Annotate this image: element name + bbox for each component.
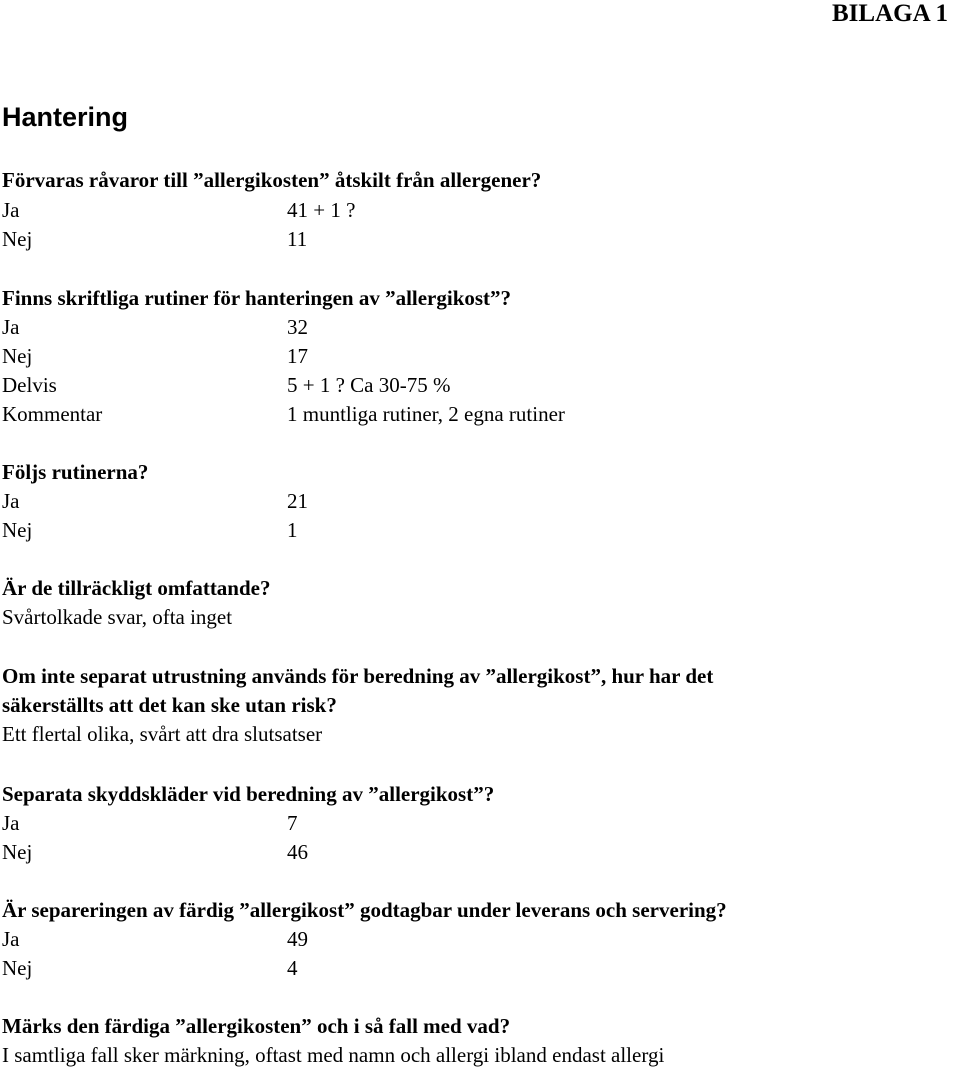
answer-value: 5 + 1 ? Ca 30-75 %: [287, 373, 451, 397]
answer-value: 4: [287, 956, 298, 980]
answer-label: Delvis: [2, 373, 57, 397]
answer-row: [2, 925, 308, 953]
answer-text: Ett flertal olika, svårt att dra slutsatser: [2, 722, 323, 746]
answer-label: Ja: [2, 315, 20, 339]
answer-value: 49: [287, 927, 308, 951]
question-written-routines: Finns skriftliga rutiner för hanteringen av ”allergikost”?: [2, 286, 512, 310]
answer-value: 1: [287, 518, 298, 542]
answer-value: 32: [287, 315, 308, 339]
answer-label: Ja: [2, 198, 20, 222]
answer-row: [2, 371, 451, 399]
answer-row: [2, 196, 356, 224]
question-raw-materials-separated: Förvaras råvaror till ”allergikosten” åtskilt från allergener?: [2, 168, 542, 192]
answer-value: 11: [287, 227, 308, 251]
answer-row: [2, 809, 298, 837]
answer-row: [2, 313, 308, 341]
answer-label: Ja: [2, 811, 20, 835]
answer-label: Nej: [2, 840, 33, 864]
answer-label: Kommentar: [2, 402, 103, 426]
answer-value: 21: [287, 489, 308, 513]
answer-value: 17: [287, 344, 308, 368]
question-separate-equipment-line2: säkerställts att det kan ske utan risk?: [2, 693, 337, 717]
answer-text: I samtliga fall sker märkning, oftast med namn och allergi ibland endast allergi: [2, 1043, 665, 1067]
answer-row: [2, 516, 298, 544]
appendix-label: BILAGA 1: [831, 0, 948, 27]
answer-text: Svårtolkade svar, ofta inget: [2, 605, 233, 629]
answer-label: Nej: [2, 518, 33, 542]
answer-label: Ja: [2, 489, 20, 513]
answer-label: Nej: [2, 956, 33, 980]
answer-value: 46: [287, 840, 308, 864]
question-sufficiently-comprehensive: Är de tillräckligt omfattande?: [2, 576, 271, 600]
section-heading: Hantering: [2, 102, 129, 132]
answer-row: [2, 487, 308, 515]
answer-value: 1 muntliga rutiner, 2 egna rutiner: [287, 402, 565, 426]
question-separate-equipment-line1: Om inte separat utrustning används för beredning av ”allergikost”, hur har det: [2, 664, 714, 688]
answer-value: 7: [287, 811, 298, 835]
answer-value: 41 + 1 ?: [287, 198, 356, 222]
answer-row: [2, 342, 308, 370]
answer-label: Ja: [2, 927, 20, 951]
answer-row: [2, 838, 308, 866]
answer-label: Nej: [2, 227, 33, 251]
answer-label: Nej: [2, 344, 33, 368]
question-separation-delivery: Är separeringen av färdig ”allergikost” godtagbar under leverans och servering?: [2, 898, 727, 922]
question-protective-clothing: Separata skyddskläder vid beredning av ”allergikost”?: [2, 782, 495, 806]
answer-row: [2, 954, 298, 982]
question-labeling: Märks den färdiga ”allergikosten” och i så fall med vad?: [2, 1014, 511, 1038]
question-routines-followed: Följs rutinerna?: [2, 460, 149, 484]
answer-row: [2, 225, 308, 253]
answer-row: [2, 400, 565, 428]
